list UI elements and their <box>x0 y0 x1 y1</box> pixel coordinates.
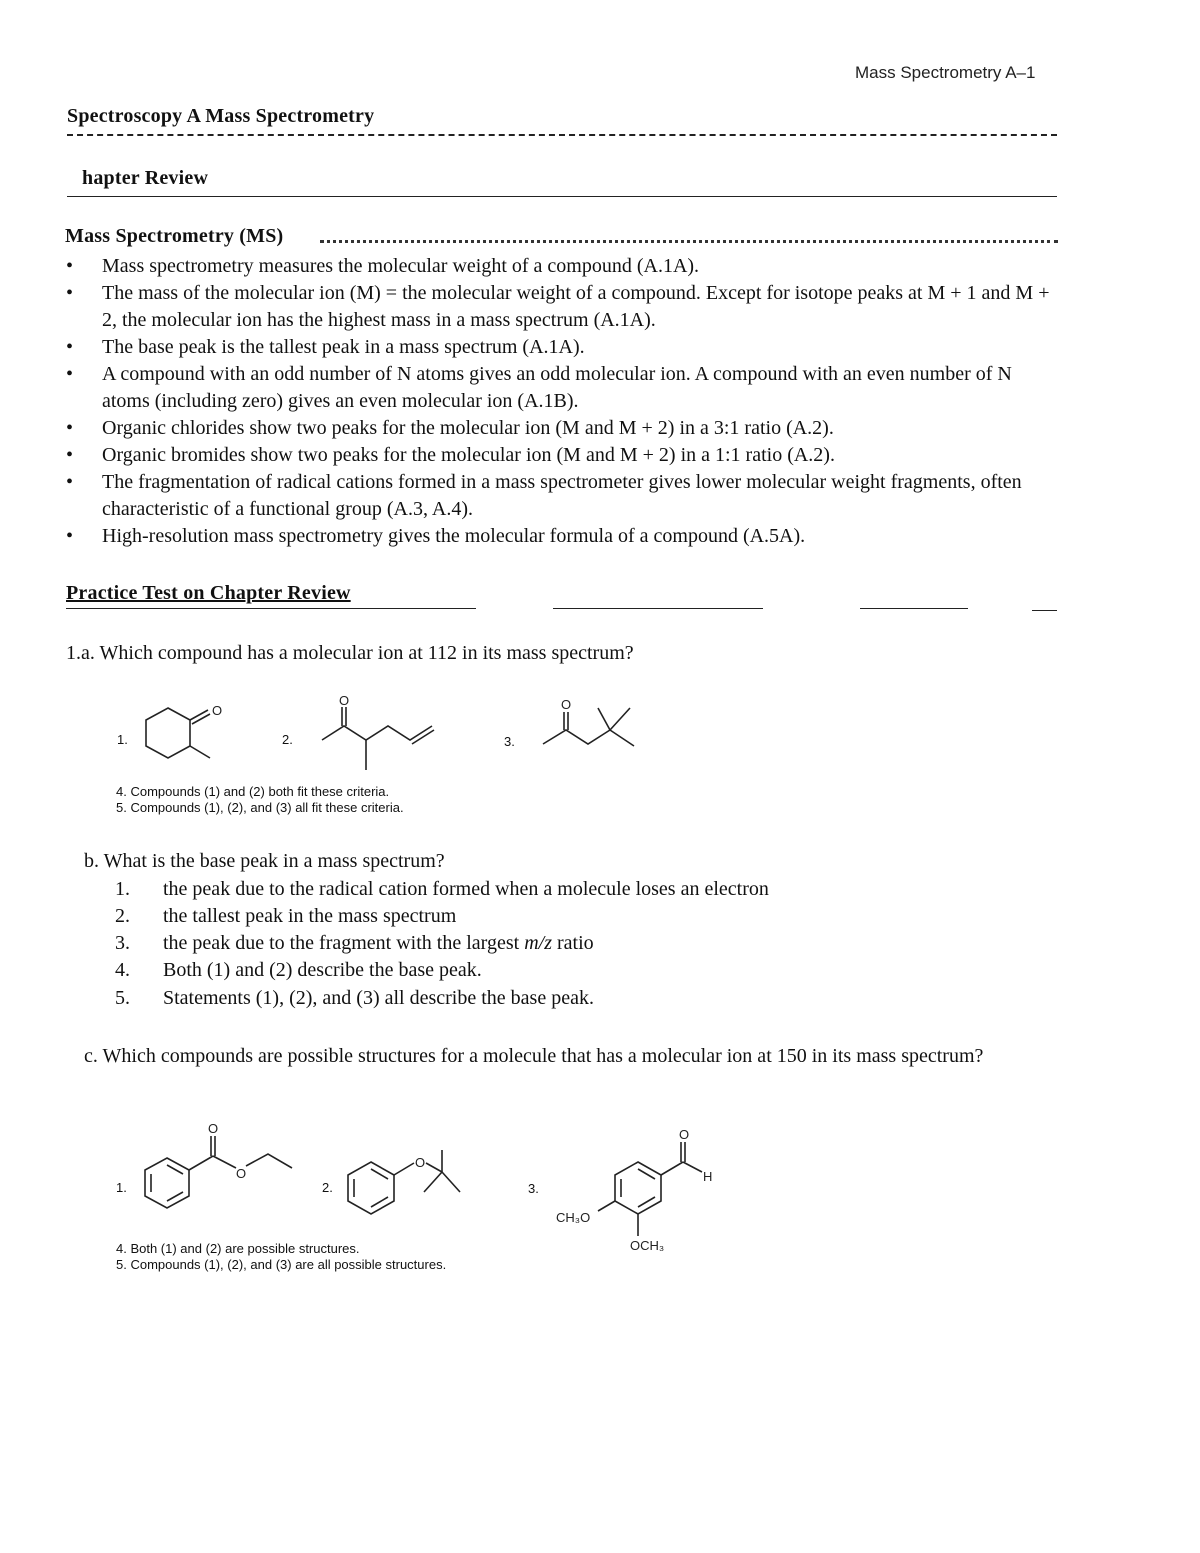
question-1b: b. What is the base peak in a mass spectrum? <box>84 850 445 872</box>
oxygen-label: O <box>212 703 223 718</box>
q1a-option-4: 4. Compounds (1) and (2) both fit these criteria. <box>116 784 390 799</box>
q1b-option: 3. the peak due to the fragment with the largest m/z ratio <box>115 932 594 954</box>
oxygen-label: O <box>236 1166 247 1181</box>
q1b-option: 5. Statements (1), (2), and (3) all describe the base peak. <box>115 987 594 1009</box>
q1c-option-4: 4. Both (1) and (2) are possible structures. <box>116 1241 360 1256</box>
review-bullet: • Organic bromides show two peaks for the molecular ion (M and M + 2) in a 1:1 ratio (A.2). <box>66 444 835 466</box>
q1c-label-1: 1. <box>116 1180 127 1195</box>
chapter-title: Spectroscopy A Mass Spectrometry <box>67 105 375 127</box>
oxygen-label: O <box>339 693 350 708</box>
q1b-option: 2. the tallest peak in the mass spectrum <box>115 905 457 927</box>
q1c-label-3: 3. <box>528 1181 539 1196</box>
chapter-review-heading: hapter Review <box>82 167 209 189</box>
practice-heading: Practice Test on Chapter Review <box>66 582 351 604</box>
q1b-option: 4. Both (1) and (2) describe the base peak. <box>115 959 482 981</box>
review-bullet: • A compound with an odd number of N atoms gives an odd molecular ion. A compound with an even number of N atoms (including zero) gives an even molecular ion (A.1B). <box>66 363 1012 412</box>
review-bullet: • The base peak is the tallest peak in a mass spectrum (A.1A). <box>66 336 585 358</box>
compound-1c-3 <box>598 1142 702 1236</box>
q1a-label-3: 3. <box>504 734 515 749</box>
methoxy-label: CH₃O <box>556 1210 591 1225</box>
review-bullet: • High-resolution mass spectrometry gives the molecular formula of a compound (A.5A). <box>66 525 806 547</box>
subsection-heading: Mass Spectrometry (MS) <box>65 225 284 247</box>
methoxy-label: OCH₃ <box>630 1238 665 1253</box>
q1b-option: 1. the peak due to the radical cation formed when a molecule loses an electron <box>115 878 769 900</box>
review-bullet: • Mass spectrometry measures the molecular weight of a compound (A.1A). <box>66 255 700 277</box>
question-1c: c. Which compounds are possible structures for a molecule that has a molecular ion at 150 in its mass spectrum? <box>84 1045 984 1067</box>
review-bullet: • The fragmentation of radical cations formed in a mass spectrometer gives lower molecular weight fragments, often characteristic of a functional group (A.3, A.4). <box>66 471 1022 520</box>
aldehyde-h-label: H <box>703 1169 713 1184</box>
oxygen-label: O <box>208 1121 219 1136</box>
q1a-label-2: 2. <box>282 732 293 747</box>
oxygen-label: O <box>415 1155 426 1170</box>
page-header: Mass Spectrometry A–1 <box>855 63 1036 82</box>
q1a-label-1: 1. <box>117 732 128 747</box>
oxygen-label: O <box>679 1127 690 1142</box>
q1c-option-5: 5. Compounds (1), (2), and (3) are all possible structures. <box>116 1257 447 1272</box>
review-bullet: • The mass of the molecular ion (M) = the molecular weight of a compound. Except for isotope peaks at M + 1 and M + 2, the molecular ion has the highest mass in a mass spectrum (A.1A). <box>66 282 1050 331</box>
q1a-option-5: 5. Compounds (1), (2), and (3) all fit these criteria. <box>116 800 404 815</box>
compound-1c-2 <box>348 1150 460 1214</box>
question-1a: 1.a. Which compound has a molecular ion at 112 in its mass spectrum? <box>66 642 634 664</box>
q1c-label-2: 2. <box>322 1180 333 1195</box>
oxygen-label: O <box>561 697 572 712</box>
compound-1c-1 <box>145 1136 292 1208</box>
review-bullet: • Organic chlorides show two peaks for the molecular ion (M and M + 2) in a 3:1 ratio (A.2). <box>66 417 834 439</box>
